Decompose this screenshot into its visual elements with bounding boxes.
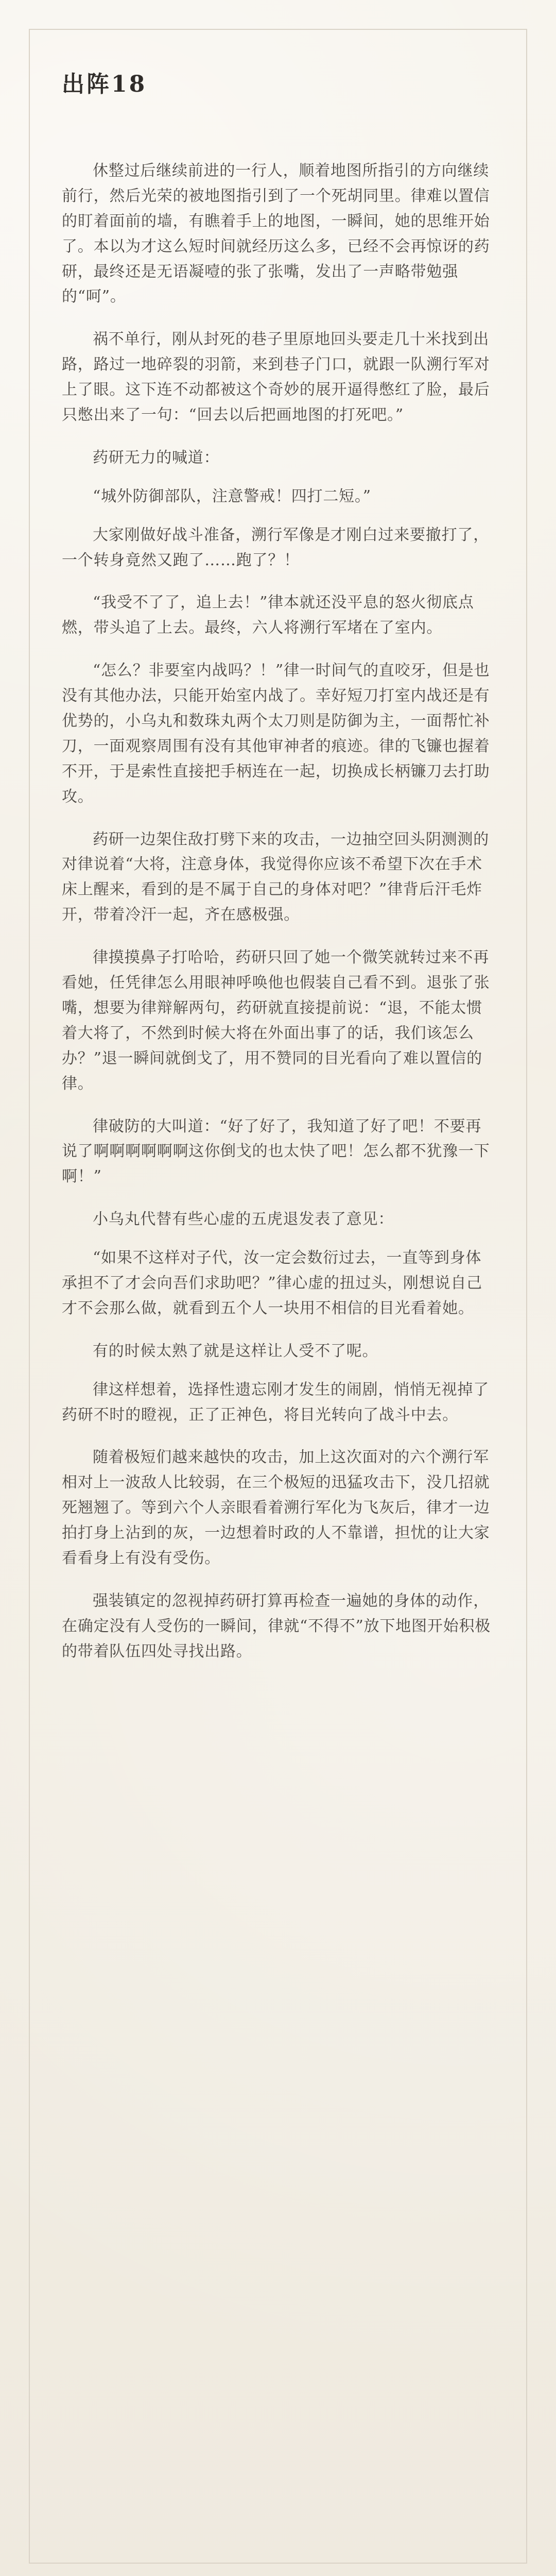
paragraph-3: 药研无力的喊道： — [93, 448, 220, 467]
paragraph-12: “如果不这样对子代，汝一定会数衍过去，一直等到身体承担不了才会向吾们求助吧？”律心虚的扭过头，刚想说自己才不会那么做，就看到五个人一块用不相信的目光看着她。 — [62, 1249, 482, 1317]
paragraph-2: 祸不单行，刚从封死的巷子里原地回头要走几十米找到出路，路过一地碎裂的羽箭，来到巷子门口，就跟一队溯行军对上了眼。这下连不动都被这个奇妙的展开逼得憋红了脸，最后只憋出来了一句：“回去以后把画地图的打死吧。” — [62, 330, 490, 425]
paragraph-6: “我受不了了，追上去！”律本就还没平息的怒火彻底点燃，带头追了上去。最终，六人将溯行军堵在了室内。 — [62, 594, 474, 637]
paragraph-15: 随着极短们越来越快的攻击，加上这次面对的六个溯行军相对上一波敌人比较弱，在三个极短的迅猛攻击下，没几招就死翘翘了。等到六个人亲眼看着溯行军化为飞灰后，律才一边拍打身上沾到的灰，一边想着时政的人不靠谱，担忧的让大家看看身上有没有受伤。 — [62, 1448, 490, 1567]
paragraph-16: 强装镇定的忽视掉药研打算再检查一遍她的身体的动作，在确定没有人受伤的一瞬间，律就“不得不”放下地图开始积极的带着队伍四处寻找出路。 — [62, 1591, 491, 1660]
paragraph-13: 有的时候太熟了就是这样让人受不了呢。 — [93, 1342, 378, 1360]
page-title: 出阵18 — [62, 71, 147, 97]
paragraph-14: 律这样想着，选择性遗忘刚才发生的闹剧，悄悄无视掉了药研不时的瞪视，正了正神色，将目光转向了战斗中去。 — [62, 1380, 489, 1424]
paragraph-11: 小乌丸代替有些心虚的五虎退发表了意见： — [93, 1210, 394, 1229]
paragraph-4: “城外防御部队，注意警戒！四打二短。” — [93, 487, 371, 505]
paragraph-5: 大家刚做好战斗准备，溯行军像是才刚白过来要撤打了，一个转身竟然又跑了……跑了？！ — [62, 526, 489, 569]
article-body — [62, 159, 494, 1665]
paragraph-8: 药研一边架住敌打劈下来的攻击，一边抽空回头阴测测的对律说着“大将，注意身体，我觉得你应该不希望下次在手术床上醒来，看到的是不属于自己的身体对吧？”律背后汗毛炸开，带着冷汗一起，齐在感极强。 — [62, 830, 489, 924]
paragraph-9: 律摸摸鼻子打哈哈，药研只回了她一个微笑就转过来不再看她，任凭律怎么用眼神呼唤他也假装自己看不到。退张了张嘴，想要为律辩解两句，药研就直接提前说：“退，不能太惯着大将了，不然到时候大将在外面出事了的话，我们该怎么办？”退一瞬间就倒戈了，用不赞同的目光看向了难以置信的律。 — [62, 948, 490, 1093]
paragraph-1: 休整过后继续前进的一行人，顺着地图所指引的方向继续前行，然后光荣的被地图指引到了一个死胡同里。律难以置信的盯着面前的墙，有瞧着手上的地图，一瞬间，她的思维开始了。本以为才这么短时间就经历这么多，已经不会再惊讶的药研，最终还是无语凝噎的张了张嘴，发出了一声略带勉强的“呵”。 — [62, 162, 490, 306]
paragraph-10: 律破防的大叫道：“好了好了，我知道了好了吧！不要再说了啊啊啊啊啊啊这你倒戈的也太快了吧！怎么都不犹豫一下啊！” — [62, 1117, 490, 1186]
paragraph-7: “怎么？非要室内战吗？！”律一时间气的直咬牙，但是也没有其他办法，只能开始室内战了。幸好短刀打室内战还是有优势的，小乌丸和数珠丸两个太刀则是防御为主，一面帮忙补刀，一面观察周围有没有其他审神者的痕迹。律的飞镰也握着不开，于是索性直接把手柄连在一起，切换成长柄镰刀去打助攻。 — [62, 662, 490, 806]
